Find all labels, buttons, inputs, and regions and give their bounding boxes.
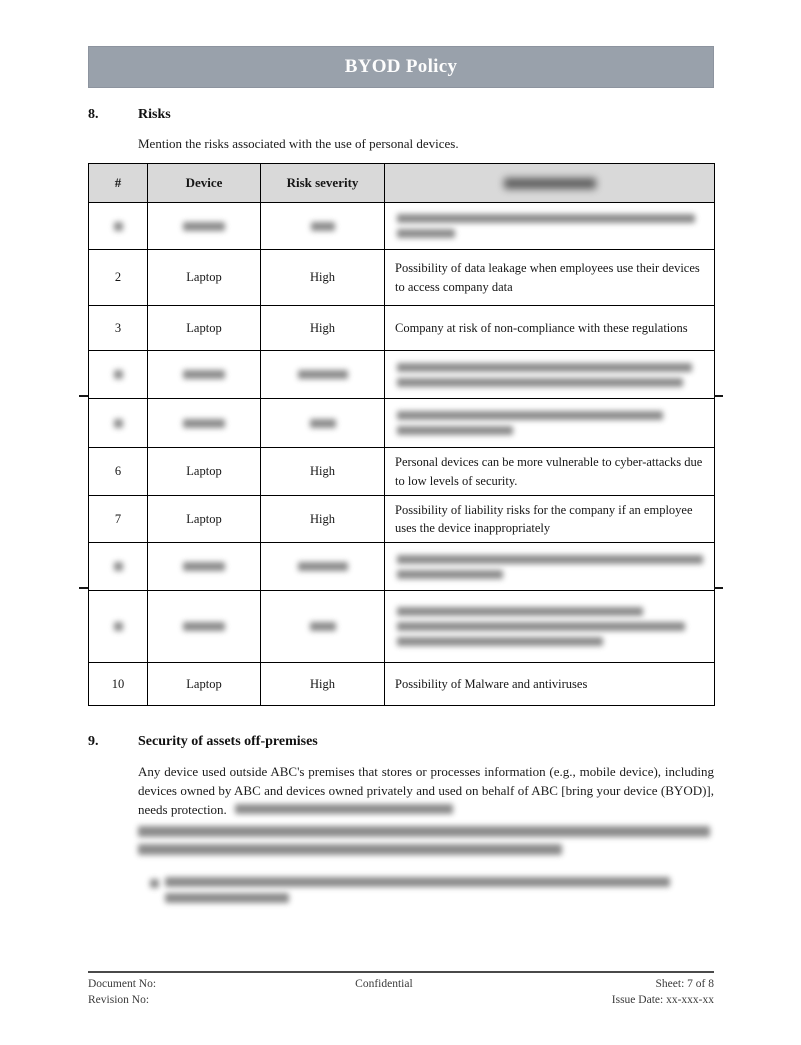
section-security-heading (88, 734, 714, 750)
blur-artifact-tick (714, 587, 723, 589)
page-footer (88, 971, 714, 1008)
table-row-redacted (89, 351, 715, 399)
issue-date: Issue Date: xx-xxx-xx (611, 993, 714, 1006)
cell-device: Laptop (148, 448, 261, 496)
cell-num: 2 (89, 250, 148, 306)
cell-device: Laptop (148, 306, 261, 351)
redacted-text (397, 607, 643, 616)
redacted-text (397, 411, 663, 420)
redacted-text (235, 804, 453, 814)
redacted-text (114, 222, 123, 231)
redacted-text (183, 562, 225, 571)
cell-description: Company at risk of non-compliance with these regulations (385, 306, 715, 351)
cell-description: Possibility of Malware and antiviruses (385, 663, 715, 706)
revision-no-label: Revision No: (88, 993, 150, 1006)
redacted-text (183, 222, 225, 231)
blur-artifact-tick (79, 395, 88, 397)
redacted-text (138, 826, 710, 837)
section-heading-text: Risks (138, 107, 171, 122)
redacted-text (397, 229, 455, 238)
cell-num: 10 (89, 663, 148, 706)
cell-device: Laptop (148, 663, 261, 706)
sheet-number: Sheet: 7 of 8 (655, 978, 714, 990)
table-row (89, 663, 715, 706)
col-header-device: Device (148, 164, 261, 203)
redacted-text (504, 178, 596, 189)
section-number: 8. (88, 107, 99, 122)
table-header-row (89, 164, 715, 203)
redacted-text (397, 378, 683, 387)
cell-severity: High (261, 496, 385, 543)
section-intro: Mention the risks associated with the use of personal devices. (138, 136, 459, 151)
table-row-redacted (89, 203, 715, 250)
redacted-text (310, 419, 336, 428)
redacted-text (183, 419, 225, 428)
redacted-text (114, 370, 123, 379)
redacted-text (311, 222, 335, 231)
cell-severity: High (261, 250, 385, 306)
cell-description: Possibility of data leakage when employees use their devices to access company data (385, 250, 715, 306)
cell-severity: High (261, 663, 385, 706)
cell-device: Laptop (148, 496, 261, 543)
blur-artifact-tick (714, 395, 723, 397)
blur-artifact-tick (79, 587, 88, 589)
redacted-text (397, 622, 685, 631)
redacted-text (165, 877, 670, 887)
redacted-text (138, 844, 562, 855)
table-row (89, 250, 715, 306)
redacted-text (397, 555, 703, 564)
section-number: 9. (88, 734, 99, 749)
table-row (89, 306, 715, 351)
table-row (89, 496, 715, 543)
table-row-redacted (89, 399, 715, 448)
table-row (89, 448, 715, 496)
risk-table (88, 163, 715, 706)
redacted-text (298, 370, 348, 379)
redacted-text (298, 562, 348, 571)
table-row-redacted (89, 543, 715, 591)
redacted-text (183, 370, 225, 379)
cell-num: 3 (89, 306, 148, 351)
redacted-text (183, 622, 225, 631)
redacted-text (165, 893, 289, 903)
cell-num: 7 (89, 496, 148, 543)
col-header-severity: Risk severity (261, 164, 385, 203)
col-header-redacted (385, 164, 715, 203)
security-paragraph-text: Any device used outside ABC's premises that stores or processes information (e.g., mobile device), including devices owned by ABC and devices owned privately and used on behalf of ABC [bring your device (BYOD)], needs protection. (138, 764, 714, 817)
cell-severity: High (261, 306, 385, 351)
redacted-text (397, 363, 692, 372)
confidential-label: Confidential (355, 978, 413, 990)
section-heading-text: Security of assets off-premises (138, 734, 318, 749)
col-header-num: # (89, 164, 148, 203)
redacted-text (397, 570, 503, 579)
redacted-text (310, 622, 336, 631)
cell-severity: High (261, 448, 385, 496)
table-row-redacted (89, 591, 715, 663)
redacted-text (397, 214, 695, 223)
redacted-text (114, 419, 123, 428)
security-paragraph (138, 762, 714, 862)
cell-device: Laptop (148, 250, 261, 306)
cell-description: Personal devices can be more vulnerable to cyber-attacks due to low levels of security. (385, 448, 715, 496)
redacted-bullet-item (150, 877, 670, 909)
cell-num: 6 (89, 448, 148, 496)
cell-description: Possibility of liability risks for the company if an employee uses the device inappropriately (385, 496, 715, 543)
redacted-text (397, 426, 513, 435)
redacted-text (114, 622, 123, 631)
redacted-bullet-marker (150, 879, 159, 888)
title-banner (88, 46, 714, 88)
redacted-text (114, 562, 123, 571)
document-no-label: Document No: (88, 978, 157, 990)
document-title: BYOD Policy (344, 56, 458, 77)
redacted-text (397, 637, 603, 646)
section-risks-heading (88, 107, 714, 123)
